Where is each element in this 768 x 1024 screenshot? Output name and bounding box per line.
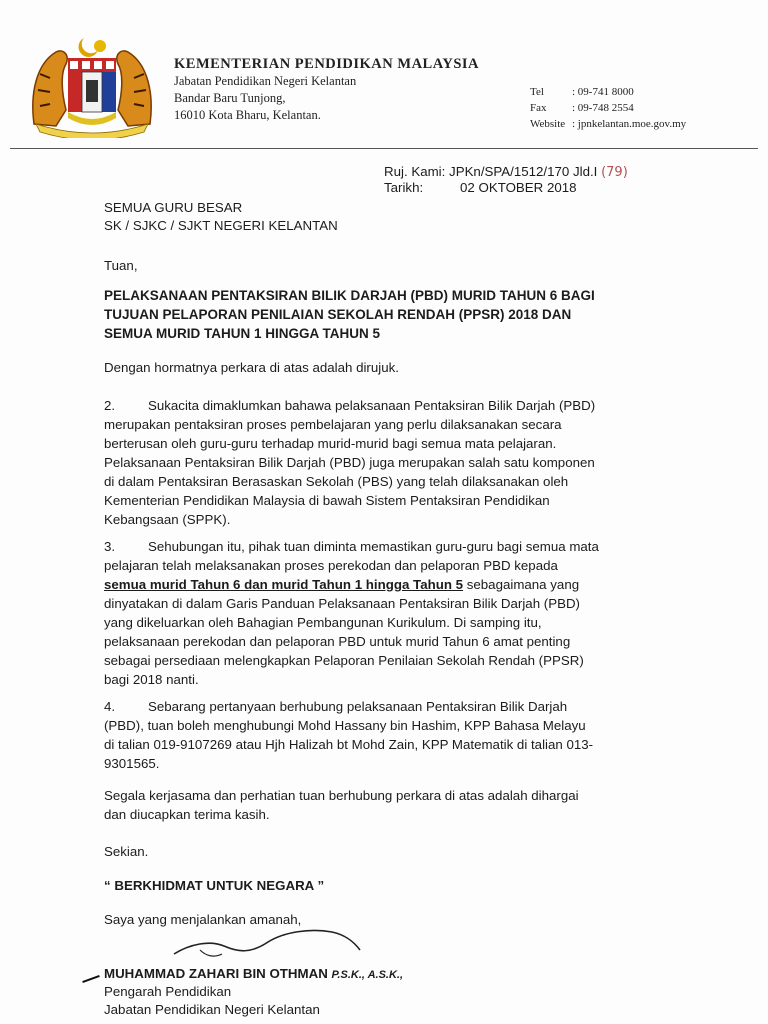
p2-line-3: berterusan oleh guru-guru terhadap murid-murid bagi semua mata pelajaran. <box>104 436 557 451</box>
sekian: Sekian. <box>104 844 149 859</box>
date-row <box>384 180 577 195</box>
p2-line-7: Kebangsaan (SPPK). <box>104 512 231 527</box>
header-divider <box>10 148 758 149</box>
address-line-2: Bandar Baru Tunjong, <box>174 91 286 105</box>
p2-line-6: Kementerian Pendidikan Malaysia di bawah Sistem Pentaksiran Pendidikan <box>104 493 550 508</box>
p4-line-2: (PBD), tuan boleh menghubungi Mohd Hassany bin Hashim, KPP Bahasa Melayu <box>104 718 586 733</box>
p2-line-4: Pelaksanaan Pentaksiran Bilik Darjah (PBD) juga merupakan salah satu komponen <box>104 455 595 470</box>
p2-line-1: Sukacita dimaklumkan bahawa pelaksanaan Pentaksiran Bilik Darjah (PBD) <box>148 398 596 413</box>
p4-line <box>104 697 672 716</box>
closing-line-2: dan diucapkan terima kasih. <box>104 807 270 822</box>
p3-line-2: pelajaran telah melaksanakan proses perekodan dan pelaporan PBD kepada <box>104 558 558 573</box>
p3-emphasis: semua murid Tahun 6 dan murid Tahun 1 hingga Tahun 5 <box>104 577 464 592</box>
p4-number: 4. <box>104 699 116 714</box>
fax-row <box>530 102 634 114</box>
paragraph-3 <box>104 537 672 689</box>
subject-line-3: SEMUA MURID TAHUN 1 HINGGA TAHUN 5 <box>104 326 380 341</box>
signer-title: Pengarah Pendidikan <box>104 984 232 999</box>
recipient-line-2: SK / SJKC / SJKT NEGERI KELANTAN <box>104 218 338 233</box>
closing <box>104 786 672 824</box>
p3-line-3 <box>104 575 672 594</box>
fax-value: : 09-748 2554 <box>572 102 634 114</box>
coat-of-arms-logo <box>26 34 158 138</box>
p3-line-1: Sehubungan itu, pihak tuan diminta memastikan guru-guru bagi semua mata <box>148 539 599 554</box>
salutation: Tuan, <box>104 258 138 273</box>
p3-line <box>104 537 672 556</box>
paragraph-2 <box>104 396 672 529</box>
signature-stroke <box>82 975 100 983</box>
p2-line <box>104 396 672 415</box>
p3-line-8: bagi 2018 nanti. <box>104 672 199 687</box>
address-line-1: Jabatan Pendidikan Negeri Kelantan <box>174 74 357 88</box>
signer-name: MUHAMMAD ZAHARI BIN OTHMAN <box>104 966 328 981</box>
p4-line-4: 9301565. <box>104 756 160 771</box>
p3-line-3-rest: sebagaimana yang <box>463 577 580 592</box>
p2-line-2: merupakan pentaksiran proses pembelajaran yang perlu dilaksanakan secara <box>104 417 562 432</box>
p4-line-3: di talian 019-9107269 atau Hjh Halizah bt Mohd Zain, KPP Matematik di talian 013- <box>104 737 594 752</box>
signer-department: Jabatan Pendidikan Negeri Kelantan <box>104 1002 320 1017</box>
subject-line-2: TUJUAN PELAPORAN PENILAIAN SEKOLAH RENDAH (PPSR) 2018 DAN <box>104 307 572 322</box>
subject <box>104 286 672 343</box>
date-value: 02 OKTOBER 2018 <box>460 180 577 195</box>
p2-number: 2. <box>104 398 116 413</box>
ministry-name: KEMENTERIAN PENDIDIKAN MALAYSIA <box>174 56 479 72</box>
p3-line-4: dinyatakan di dalam Garis Panduan Pelaksanaan Pentaksiran Bilik Darjah (PBD) <box>104 596 580 611</box>
fax-label: Fax <box>530 102 547 114</box>
reference-row <box>384 164 628 180</box>
paragraph-4 <box>104 697 672 773</box>
date-label: Tarikh: <box>384 180 424 195</box>
website-value: : jpnkelantan.moe.gov.my <box>572 118 687 130</box>
handwritten-number: (79) <box>601 165 628 180</box>
p3-number: 3. <box>104 539 116 554</box>
recipient-line-1: SEMUA GURU BESAR <box>104 200 243 215</box>
website-label: Website <box>530 118 566 130</box>
p3-line-5: yang dikeluarkan oleh Bahagian Pembangunan Kurikulum. Di samping itu, <box>104 615 542 630</box>
p4-line-1: Sebarang pertanyaan berhubung pelaksanaan Pentaksiran Bilik Darjah <box>148 699 568 714</box>
p3-line-7: sebagai persediaan melengkapkan Pelaporan Penilaian Sekolah Rendah (PPSR) <box>104 653 584 668</box>
website-row <box>530 118 686 130</box>
opening-line: Dengan hormatnya perkara di atas adalah dirujuk. <box>104 360 399 375</box>
closing-line-1: Segala kerjasama dan perhatian tuan berhubung perkara di atas adalah dihargai <box>104 788 579 803</box>
signature <box>160 920 380 970</box>
tel-value: : 09-741 8000 <box>572 86 634 98</box>
p3-line-6: pelaksanaan perekodan dan pelaporan PBD untuk murid Tahun 6 amat penting <box>104 634 571 649</box>
reference-label: Ruj. Kami: <box>384 164 446 179</box>
signer-honors: P.S.K., A.S.K., <box>331 969 404 981</box>
reference-number: JPKn/SPA/1512/170 Jld.I <box>449 164 598 179</box>
p2-line-5: di dalam Pentaksiran Berasaskan Sekolah (PBS) yang telah dilaksanakan oleh <box>104 474 569 489</box>
tel-row <box>530 86 634 98</box>
tel-label: Tel <box>530 86 544 98</box>
subject-line-1: PELAKSANAAN PENTAKSIRAN BILIK DARJAH (PBD) MURID TAHUN 6 BAGI <box>104 288 595 303</box>
saya-line: Saya yang menjalankan amanah, <box>104 912 302 927</box>
address-line-3: 16010 Kota Bharu, Kelantan. <box>174 108 321 122</box>
motto: “ BERKHIDMAT UNTUK NEGARA ” <box>104 878 325 893</box>
